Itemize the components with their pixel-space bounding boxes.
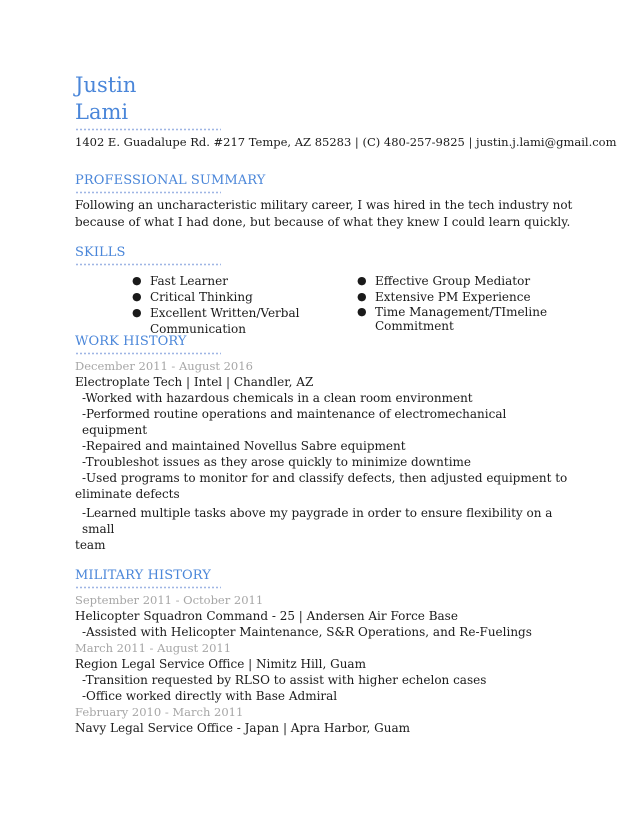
skills-column-left — [132, 273, 299, 337]
divider-dots — [75, 352, 221, 355]
skill-item — [132, 305, 299, 337]
first-name: Justin — [75, 73, 137, 97]
military-section — [75, 567, 575, 736]
skills-section — [75, 244, 575, 336]
divider-dots — [75, 263, 221, 266]
military-heading: MILITARY HISTORY — [75, 568, 211, 583]
work-employer: Electroplate Tech | Intel | Chandler, AZ — [75, 375, 314, 389]
skill-item — [357, 273, 547, 289]
work-item: -Worked with hazardous chemicals in a clean room environment — [82, 391, 473, 405]
summary-text-line-1: Following an uncharacteristic military career, I was hired in the tech industry not — [75, 198, 573, 212]
bullet-icon: ● — [357, 274, 367, 287]
last-name: Lami — [75, 100, 129, 124]
summary-heading: PROFESSIONAL SUMMARY — [75, 173, 266, 188]
skill-label-continued: Communication — [150, 322, 246, 336]
work-section — [75, 333, 575, 553]
divider-dots — [75, 128, 221, 131]
skill-label: Excellent Written/Verbal — [150, 306, 300, 320]
work-item: -Used programs to monitor for and classify defects, then adjusted equipment to — [82, 471, 568, 485]
skill-item — [357, 305, 547, 333]
header-section — [75, 72, 617, 150]
skill-label: Extensive PM Experience — [375, 290, 531, 304]
work-item: -Learned multiple tasks above my paygrade in order to ensure flexibility on a small — [82, 506, 553, 536]
military-date: March 2011 - August 2011 — [75, 641, 232, 655]
work-item: -Repaired and maintained Novellus Sabre equipment — [82, 439, 406, 453]
skill-label: Critical Thinking — [150, 290, 253, 304]
bullet-icon: ● — [132, 306, 142, 319]
work-item-continued: team — [75, 538, 106, 552]
work-item-continued: eliminate defects — [75, 487, 180, 501]
military-title: Helicopter Squadron Command - 25 | Andersen Air Force Base — [75, 609, 458, 623]
divider-dots — [75, 191, 221, 194]
skills-heading: SKILLS — [75, 245, 126, 260]
military-item: -Assisted with Helicopter Maintenance, S&R Operations, and Re-Fuelings — [82, 625, 532, 639]
summary-text-line-2: because of what I had done, but because of what they knew I could learn quickly. — [75, 214, 571, 229]
bullet-icon: ● — [132, 274, 142, 287]
resume-page — [75, 72, 617, 736]
summary-section — [75, 172, 575, 230]
contact-info: 1402 E. Guadalupe Rd. #217 Tempe, AZ 85283 | (C) 480-257-9825 | justin.j.lami@gmail.com — [75, 135, 617, 149]
bullet-icon: ● — [132, 290, 142, 303]
skill-label: Effective Group Mediator — [375, 274, 531, 288]
military-title: Navy Legal Service Office - Japan | Apra Harbor, Guam — [75, 721, 411, 735]
skills-list — [75, 269, 575, 336]
skill-item — [132, 289, 299, 305]
skills-column-right — [357, 273, 547, 333]
work-item: -Troubleshot issues as they arose quickly to minimize downtime — [82, 455, 472, 469]
skill-label: Time Management/TImeline — [375, 305, 548, 319]
work-item: -Performed routine operations and maintenance of electromechanical equipment — [82, 407, 507, 437]
work-date: December 2011 - August 2016 — [75, 359, 253, 373]
military-title: Region Legal Service Office | Nimitz Hill, Guam — [75, 657, 366, 671]
bullet-icon: ● — [357, 290, 367, 303]
military-date: September 2011 - October 2011 — [75, 593, 264, 607]
military-item: -Office worked directly with Base Admiral — [82, 689, 338, 703]
skill-item — [132, 273, 299, 289]
skill-label: Fast Learner — [150, 274, 228, 288]
bullet-icon: ● — [357, 305, 367, 318]
work-heading: WORK HISTORY — [75, 334, 187, 349]
divider-dots — [75, 586, 221, 589]
skill-label-continued: Commitment — [375, 319, 454, 333]
military-date: February 2010 - March 2011 — [75, 705, 244, 719]
skill-item — [357, 289, 547, 305]
military-item: -Transition requested by RLSO to assist with higher echelon cases — [82, 673, 487, 687]
